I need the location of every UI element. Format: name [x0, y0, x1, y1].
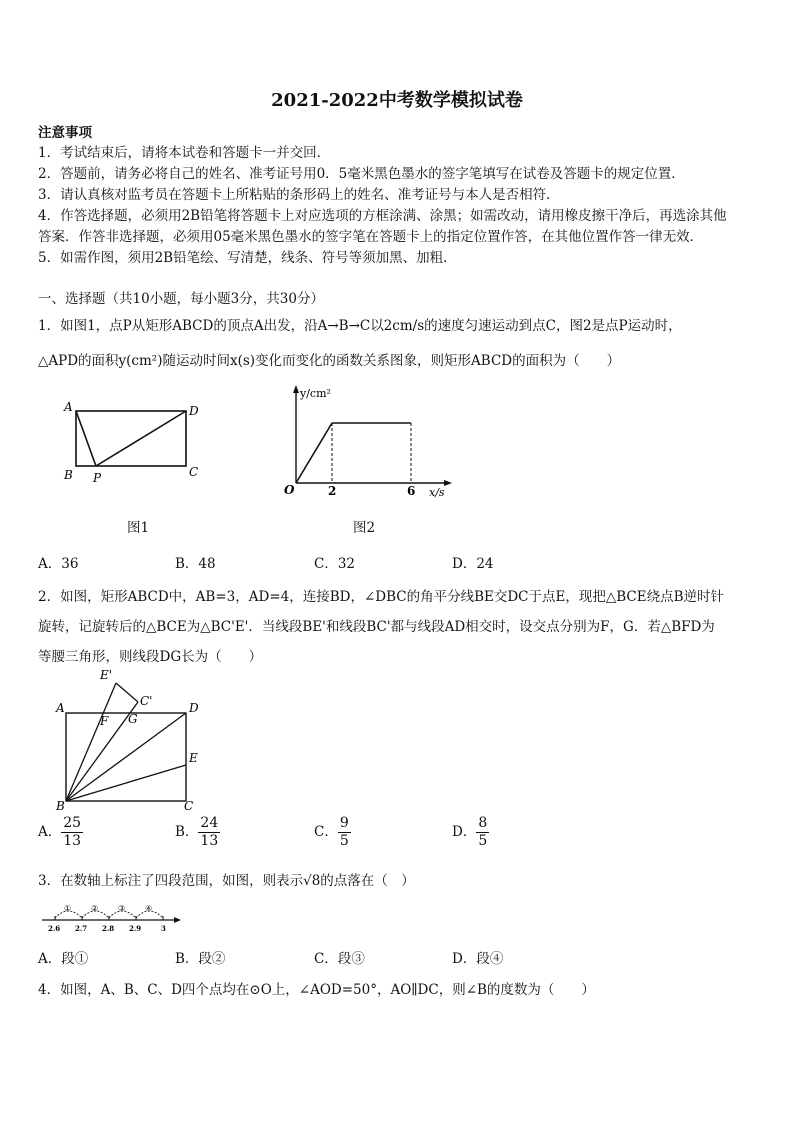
q3-number-line — [38, 900, 188, 935]
notice-item: 5．如需作图，须用2B铅笔绘、写清楚，线条、符号等须加黑、加粗． — [38, 250, 457, 266]
q1-figure-1 — [60, 395, 210, 490]
q3-segment-label: ① — [64, 904, 72, 913]
fig1-label: P — [93, 471, 102, 485]
q2-stem-line1: 2．如图，矩形ABCD中，AB=3，AD=4，连接BD，∠DBC的角平分线BE交DC于点E，现把△BCE绕点B逆时针 — [38, 589, 725, 605]
notice-item: 2．答题前，请务必将自己的姓名、准考证号用0．5毫米黑色墨水的签字笔填写在试卷及答题卡的规定位置． — [38, 166, 685, 182]
fig2-origin: O — [284, 483, 295, 497]
q2-stem-line3: 等腰三角形，则线段DG长为（ ） — [38, 649, 263, 665]
fig1-label: D — [189, 404, 199, 418]
notice-heading: 注意事项 — [38, 125, 92, 141]
q1-figure-2 — [282, 383, 462, 498]
q3-option-b[interactable]: B．段② — [175, 951, 226, 967]
q2-option-a[interactable]: A． $\frac{25}{13}$ — [38, 815, 82, 849]
fig-label: C' — [140, 694, 153, 708]
q2-option-b[interactable]: B． $\frac{24}{13}$ — [175, 815, 219, 849]
fig1-label: C — [189, 465, 199, 479]
notice-item: 答案．作答非选择题，必须用05毫米黑色墨水的签字笔在答题卡上的指定位置作答，在其他位置作答一律无效． — [38, 229, 704, 245]
notice-item: 1．考试结束后，请将本试卷和答题卡一并交回． — [38, 145, 331, 161]
q1-stem-line1: 1．如图1，点P从矩形ABCD的顶点A出发，沿A→B→C以2cm/s的速度匀速运动到点C，图2是点P运动时， — [38, 318, 682, 334]
q3-segment-label: ④ — [145, 904, 153, 913]
q3-segment-label: ③ — [118, 904, 126, 913]
q3-option-d[interactable]: D．段④ — [452, 951, 504, 967]
fig1-label: A — [64, 400, 73, 414]
q2-option-c[interactable]: C． $\frac{9}{5}$ — [314, 815, 349, 849]
fig-label: E — [189, 751, 198, 765]
fig2-caption: 图2 — [353, 520, 376, 536]
fig1-label: B — [64, 468, 73, 482]
q1-option-a[interactable]: A．36 — [38, 556, 79, 572]
fig1-caption: 图1 — [127, 520, 150, 536]
fig-label: D — [189, 701, 199, 715]
q2-figure — [50, 665, 220, 815]
q3-tick-label: 3 — [161, 924, 166, 933]
notice-item: 3．请认真核对监考员在答题卡上所粘贴的条形码上的姓名、准考证号与本人是否相符． — [38, 187, 560, 203]
q3-tick-label: 2.9 — [129, 924, 142, 933]
q3-option-a[interactable]: A．段① — [38, 951, 89, 967]
q4-stem: 4．如图，A、B、C、D四个点均在⊙O上，∠AOD=50°，AO∥DC，则∠B的度数为（ ） — [38, 982, 595, 998]
fig-label: C — [184, 799, 194, 813]
section-heading: 一、选择题（共10小题，每小题3分，共30分） — [38, 291, 324, 307]
fig-label: B — [56, 799, 65, 813]
page-title: 2021-2022中考数学模拟试卷 — [271, 90, 523, 111]
q1-option-b[interactable]: B．48 — [175, 556, 216, 572]
fig2-xlabel: x/s — [429, 486, 445, 498]
fig-label: G — [128, 712, 138, 726]
fig2-ylabel: y/cm² — [300, 387, 331, 400]
q2-stem-line2: 旋转，记旋转后的△BCE为△BC'E'．当线段BE'和线段BC'都与线段AD相交时，设交点分别为F，G．若△BFD为 — [38, 619, 715, 635]
q3-tick-label: 2.8 — [102, 924, 115, 933]
q3-tick-label: 2.6 — [48, 924, 61, 933]
q3-stem: 3．在数轴上标注了四段范围，如图，则表示√8的点落在（ ） — [38, 873, 415, 889]
fig-label: A — [56, 701, 65, 715]
notice-item: 4．作答选择题，必须用2B铅笔将答题卡上对应选项的方框涂满、涂黑；如需改动，请用橡皮擦干净后，再选涂其他 — [38, 208, 727, 224]
q3-option-c[interactable]: C．段③ — [314, 951, 365, 967]
q1-option-c[interactable]: C．32 — [314, 556, 356, 572]
q1-stem-line2: △APD的面积y(cm²)随运动时间x(s)变化而变化的函数关系图象，则矩形ABCD的面积为（ ） — [38, 353, 621, 369]
fig2-tick: 2 — [328, 484, 337, 498]
fig-label: F — [100, 714, 109, 728]
q3-tick-label: 2.7 — [75, 924, 88, 933]
fig-label: E' — [100, 668, 113, 682]
q3-segment-label: ② — [91, 904, 99, 913]
q1-option-d[interactable]: D．24 — [452, 556, 494, 572]
fig2-tick: 6 — [407, 484, 416, 498]
q2-option-d[interactable]: D． $\frac{8}{5}$ — [452, 815, 488, 849]
